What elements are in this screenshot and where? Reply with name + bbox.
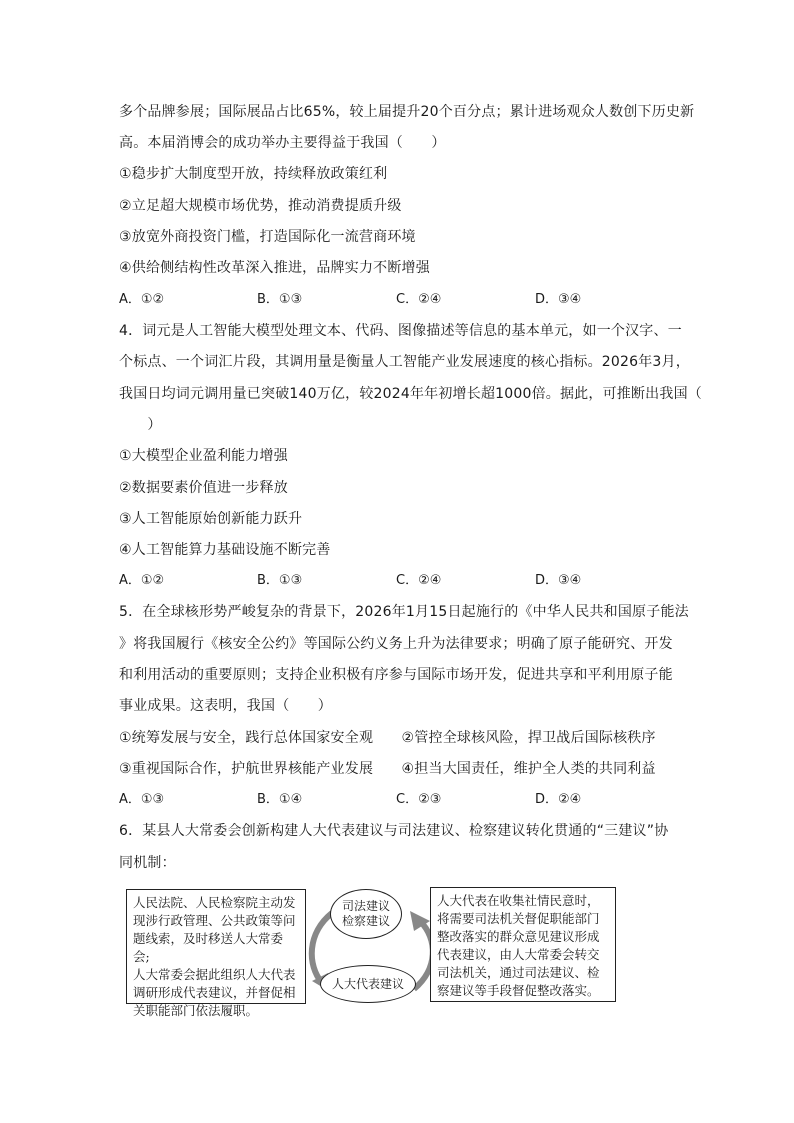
left-box-line: 调研形成代表建议，并督促相 [133,985,296,1000]
ellipse-top-line: 检察建议 [341,914,390,928]
q6-stem-line-2: 同机制： [119,855,176,871]
q3-item-2: ②立足超大规模市场优势，推动消费提质升级 [119,198,402,214]
q3-item-4: ④供给侧结构性改革深入推进，品牌实力不断增强 [119,260,430,276]
right-box-line: 整改落实的群众意见建议形成 [437,929,600,944]
right-box-line: 察建议等手段督促整改落实。 [437,983,600,998]
right-box-line: 司法机关，通过司法建议、检 [437,965,600,980]
judicial-procuratorial-suggestion-ellipse [330,889,402,939]
q5-stem-line-3: 和利用活动的重要原则；支持企业积极有序参与国际市场开发，促进共享和平利用原子能 [119,667,673,683]
right-box-line: 将需要司法机关督促职能部门 [437,911,600,926]
diagram-left-box [126,889,306,1018]
left-box-line: 现涉行政管理、公共政策等问 [133,913,296,928]
q4-option-c: C．②④ [396,573,442,588]
q5-items-row-1: ①统筹发展与安全，践行总体国家安全观 ②管控全球核风险，捍卫战后国际核秩序 [119,730,656,746]
q4-stem-line-4: ） [119,417,162,433]
deputy-suggestion-ellipse [320,965,416,1003]
q4-option-d: D．③④ [535,573,582,588]
q3-item-3: ③放宽外商投资门槛，打造国际化一流营商环境 [119,229,416,245]
q5-stem-line-2: 》将我国履行《核安全公约》等国际公约义务上升为法律要求；明确了原子能研究、开发 [119,636,673,652]
left-box-line: 关职能部门依法履职。 [133,1003,259,1018]
left-box-line: 人大常委会据此组织人大代表 [133,967,296,982]
q3-option-d: D．③④ [535,292,582,307]
q5-items-row-2: ③重视国际合作，护航世界核能产业发展 ④担当大国责任，维护全人类的共同利益 [119,761,656,777]
right-box-line: 代表建议，由人大常委会转交 [437,947,600,962]
q5-option-b: B．①④ [257,792,303,807]
ellipse-top-line: 司法建议 [341,899,390,913]
left-box-line: 题线索，及时移送人大常委会; [133,931,284,964]
diagram-right-box [430,887,616,1002]
q4-option-a: A．①② [119,573,165,588]
ellipse-bottom-label: 人大代表建议 [331,976,404,991]
three-suggestions-diagram [122,883,624,1018]
q5-stem-line-1: 5．在全球核形势严峻复杂的背景下，2026年1月15日起施行的《中华人民共和国原子能法 [119,604,689,620]
right-box-line: 人大代表在收集社情民意时， [437,893,600,908]
q3-option-b: B．①③ [257,292,303,307]
q4-item-4: ④人工智能算力基础设施不断完善 [119,542,331,558]
q3-option-c: C．②④ [396,292,442,307]
q4-option-b: B．①③ [257,573,303,588]
q4-stem-line-2: 个标点、一个词汇片段，其调用量是衡量人工智能产业发展速度的核心指标。2026年3月， [119,354,690,370]
q4-item-3: ③人工智能原始创新能力跃升 [119,511,303,527]
q5-option-c: C．②③ [396,792,442,807]
q4-item-1: ①大模型企业盈利能力增强 [119,448,288,464]
left-box-line: 人民法院、人民检察院主动发 [133,895,296,910]
q4-item-2: ②数据要素价值进一步释放 [119,480,288,496]
q3-stem-line-1: 多个品牌参展；国际展品占比65%，较上届提升20个百分点；累计进场观众人数创下历史新 [119,104,695,120]
q5-stem-line-4: 事业成果。这表明，我国（ ） [119,698,332,714]
q5-option-a: A．①③ [119,792,165,807]
q5-option-d: D．②④ [535,792,582,807]
q4-stem-line-1: 4．词元是人工智能大模型处理文本、代码、图像描述等信息的基本单元，如一个汉字、一 [119,323,682,339]
q4-stem-line-3: 我国日均词元调用量已突破140万亿，较2024年年初增长超1000倍。据此，可推断出我国（ [119,386,702,402]
q3-option-a: A．①② [119,292,165,307]
q3-stem-line-2: 高。本届消博会的成功举办主要得益于我国（ ） [119,135,446,151]
q6-stem-line-1: 6．某县人大常委会创新构建人大代表建议与司法建议、检察建议转化贯通的“三建议”协 [119,823,669,839]
q3-item-1: ①稳步扩大制度型开放，持续释放政策红利 [119,166,388,182]
